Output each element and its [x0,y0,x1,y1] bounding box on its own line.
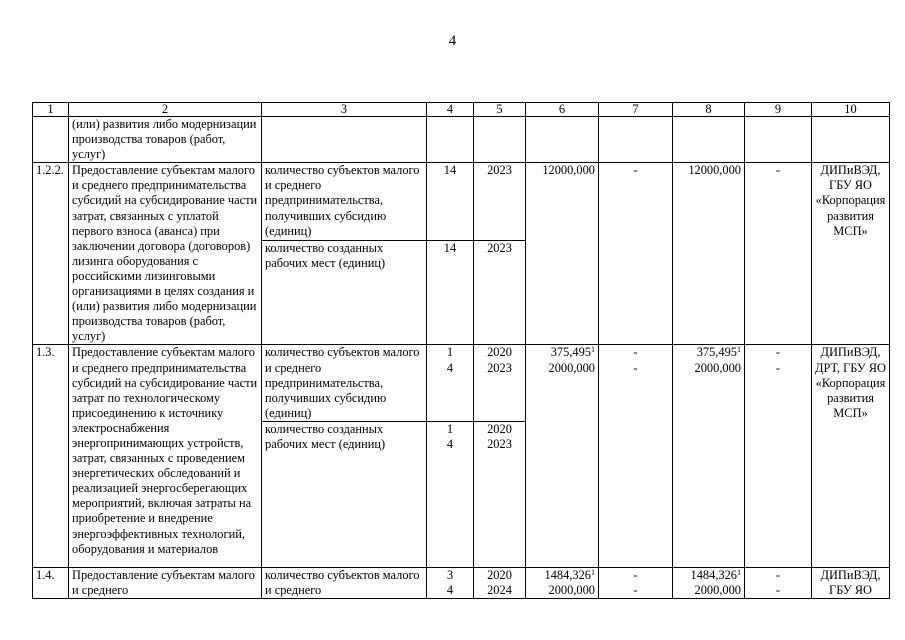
indicator-name: количество субъектов малого и среднего предпринимательства, получивших субсидию (единиц) [262,345,427,421]
executor: ДИПиВЭД, ДРТ, ГБУ ЯО «Корпорация развития МСП» [812,345,890,567]
indicator-year: 2020 2024 [474,567,526,598]
program-table [32,102,890,599]
federal-funding: - - [599,345,673,567]
col-header: 1 [33,103,69,117]
indicator-name: количество созданных рабочих мест (единиц) [262,421,427,567]
measure-number: 1.3. [33,345,69,567]
col-header: 6 [526,103,599,117]
indicator-year: 2020 2023 [474,421,526,567]
indicator-value: 14 [427,241,474,345]
col-header: 4 [427,103,474,117]
table-row [33,345,890,421]
page-number: 4 [448,33,457,49]
regional-funding: 375,495$^1$ 2000,000 [673,345,745,567]
col-header: 9 [745,103,812,117]
indicator-name: количество созданных рабочих мест (единиц) [262,241,427,345]
indicator-name: количество субъектов малого и среднего [262,567,427,598]
table-row [33,567,890,598]
other-funding: - - [745,567,812,598]
total-funding: 12000,000 [526,163,599,345]
total-funding: 1484,326$^1$ 2000,000 [526,567,599,598]
indicator-year: 2023 [474,163,526,241]
measure-name: Предоставление субъектам малого и среднего [69,567,262,598]
indicator-year: 2020 2023 [474,345,526,421]
federal-funding: - [599,163,673,345]
regional-funding: 1484,326$^1$ 2000,000 [673,567,745,598]
col-header: 7 [599,103,673,117]
col-header: 8 [673,103,745,117]
regional-funding: 12000,000 [673,163,745,345]
indicator-value: 1 4 [427,421,474,567]
other-funding: - - [745,345,812,567]
total-funding: 375,495$^1$ 2000,000 [526,345,599,567]
measure-name: Предоставление субъектам малого и среднего предпринимательства субсидий на субсидирование части затрат по технологическому присоединению к источнику электроснабжения энергопринимающих устройств, затрат, связанных с проведением энергетических обследований и реализацией энергосберегающих мероприятий, включая затраты на приобретение и внедрение энергоэффективных технологий, оборудования и материалов [69,345,262,567]
executor: ДИПиВЭД, ГБУ ЯО «Корпорация развития МСП» [812,163,890,345]
measure-number: 1.4. [33,567,69,598]
other-funding: - [745,163,812,345]
indicator-value: 14 [427,163,474,241]
table-row [33,117,890,163]
header-row [33,103,890,117]
col-header: 10 [812,103,890,117]
col-header: 5 [474,103,526,117]
measure-name: (или) развития либо модернизации производства товаров (работ, услуг) [69,117,262,163]
col-header: 3 [262,103,427,117]
measure-number: 1.2.2. [33,163,69,345]
table-row [33,163,890,241]
indicator-year: 2023 [474,241,526,345]
indicator-value: 3 4 [427,567,474,598]
executor: ДИПиВЭД, ГБУ ЯО [812,567,890,598]
col-header: 2 [69,103,262,117]
indicator-name: количество субъектов малого и среднего предпринимательства, получивших субсидию (единиц) [262,163,427,241]
indicator-value: 1 4 [427,345,474,421]
measure-name: Предоставление субъектам малого и среднего предпринимательства субсидий на субсидирование части затрат, связанных с уплатой первого взноса (аванса) при заключении договора (договоров) лизинга оборудования с российскими лизинговыми организациями в целях создания и (или) развития либо модернизации производства товаров (работ, услуг) [69,163,262,345]
federal-funding: - - [599,567,673,598]
